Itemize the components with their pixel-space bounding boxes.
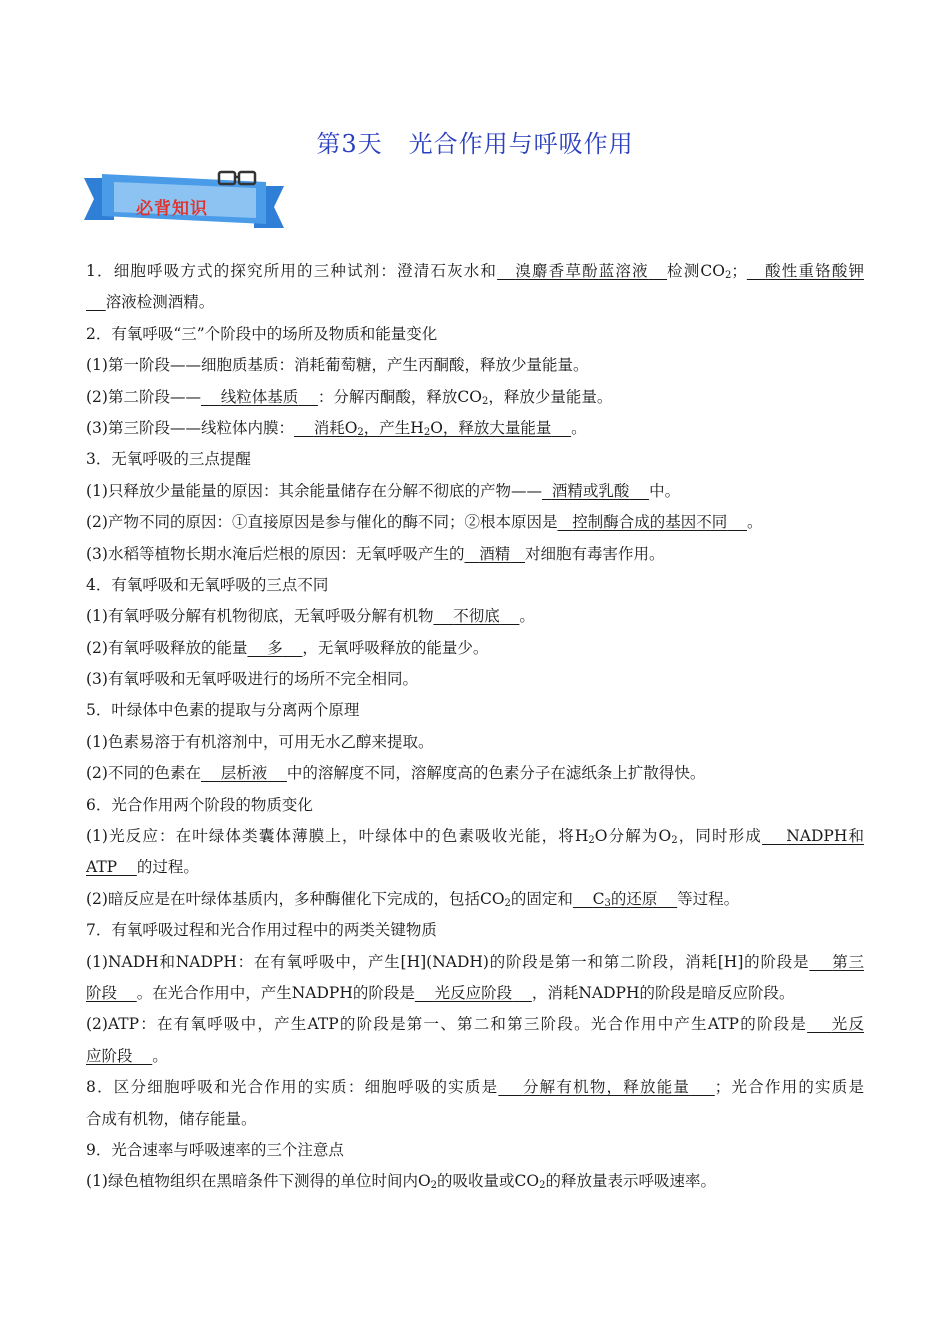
blank-answer: 层析液 xyxy=(220,764,268,783)
blank-answer xyxy=(86,293,106,311)
item-3-2: (2)产物不同的原因：①直接原因是参与催化的酶不同；②根本原因是 控制酶合成的基因不同 。 xyxy=(86,513,763,532)
section-banner xyxy=(84,168,284,230)
item-4-heading: 4．有氧呼吸和无氧呼吸的三点不同 xyxy=(86,575,329,594)
item-5-1: (1)色素易溶于有机溶剂中，可用无水乙醇来提取。 xyxy=(86,732,434,751)
blank-answer: 多 xyxy=(267,638,283,657)
page-title xyxy=(0,124,950,159)
item-2-2: (2)第二阶段—— 线粒体基质 ：分解丙酮酸，释放$CO_2$，释放少量能量。 xyxy=(86,387,613,407)
item-7-2-line-2: 应阶段 。 xyxy=(86,1046,168,1065)
item-4-1: (1)有氧呼吸分解有机物彻底，无氧呼吸分解有机物 不彻底 。 xyxy=(86,607,535,626)
item-5-heading: 5．叶绿体中色素的提取与分离两个原理 xyxy=(86,701,360,720)
blank-answer: 控制酶合成的基因不同 xyxy=(572,513,728,532)
item-8-line-1: 8．区分细胞呼吸和光合作用的实质：细胞呼吸的实质是 分解有机物，释放能量 ；光合作用的实质是 xyxy=(86,1078,864,1097)
item-3-3: (3)水稻等植物长期水淹后烂根的原因：无氧呼吸产生的 酒精 对细胞有毒害作用。 xyxy=(86,544,665,563)
item-1-line-1: 1．细胞呼吸方式的探究所用的三种试剂：澄清石灰水和 溴麝香草酚蓝溶液 检测$CO_2$； 酸性重铬酸钾 xyxy=(86,262,864,281)
item-6-heading: 6．光合作用两个阶段的物质变化 xyxy=(86,795,313,814)
item-5-2: (2)不同的色素在 层析液 中的溶解度不同，溶解度高的色素分子在滤纸条上扩散得快。 xyxy=(86,764,706,783)
item-2-1: (1)第一阶段——细胞质基质：消耗葡萄糖，产生丙酮酸，释放少量能量。 xyxy=(86,356,589,375)
item-7-heading: 7．有氧呼吸过程和光合作用过程中的两类关键物质 xyxy=(86,921,437,940)
item-8-line-2: 合成有机物，储存能量。 xyxy=(86,1109,257,1128)
item-2-3: (3)第三阶段——线粒体内膜： 消耗$O_2$，产生$H_2O$，释放大量能量 。 xyxy=(86,418,587,438)
blank-answer: 酒精或乳酸 xyxy=(551,481,630,500)
blank-answer: 第三 xyxy=(832,952,864,971)
blank-answer: 应阶段 xyxy=(86,1046,133,1065)
banner-label: 必背知识 xyxy=(136,199,208,219)
item-7-1-line-1: (1)NADH和NADPH：在有氧呼吸中，产生[H](NADH)的阶段是第一和第二阶段，消耗[H]的阶段是 第三 xyxy=(86,952,864,971)
blank-answer: 分解有机物，释放能量 xyxy=(522,1078,691,1097)
item-7-2-line-1: (2)ATP：在有氧呼吸中，产生ATP的阶段是第一、第二和第三阶段。光合作用中产生ATP的阶段是 光反 xyxy=(86,1015,864,1034)
blank-answer: 溴麝香草酚蓝溶液 xyxy=(515,262,649,280)
blank-answer: $C_3$的还原 xyxy=(592,889,658,909)
item-4-2: (2)有氧呼吸释放的能量 多 ，无氧呼吸释放的能量少。 xyxy=(86,638,489,657)
blank-answer: 线粒体基质 xyxy=(220,387,299,406)
item-6-1-line-2: ATP 的过程。 xyxy=(86,858,199,877)
blank-answer: ATP xyxy=(86,858,118,877)
item-6-1-line-1: (1)光反应：在叶绿体类囊体薄膜上，叶绿体中的色素吸收光能，将$H_2O$分解为$O_2$，同时形成 NADPH和 xyxy=(86,827,864,847)
knowledge-list xyxy=(86,256,864,1198)
item-2-heading: 2．有氧呼吸“三”个阶段中的场所及物质和能量变化 xyxy=(86,324,438,343)
item-4-3: (3)有氧呼吸和无氧呼吸进行的场所不完全相同。 xyxy=(86,670,418,689)
item-3-heading: 3．无氧呼吸的三点提醒 xyxy=(86,450,251,469)
blank-answer: 光反应阶段 xyxy=(434,983,513,1002)
item-6-2: (2)暗反应是在叶绿体基质内，多种酶催化下完成的，包括$CO_2$的固定和 $C_3$的还原 等过程。 xyxy=(86,889,740,909)
blank-answer: 阶段 xyxy=(86,983,118,1002)
blank-answer: 消耗$O_2$，产生$H_2O$，释放大量能量 xyxy=(313,418,552,438)
blank-answer: 光反 xyxy=(831,1015,864,1034)
blank-answer: 酒精 xyxy=(479,544,511,563)
item-1-line-2: 溶液检测酒精。 xyxy=(86,287,864,318)
blank-answer: NADPH和 xyxy=(786,827,864,846)
title-day: 第3天 xyxy=(316,130,383,158)
item-9-1: (1)绿色植物组织在黑暗条件下测得的单位时间内$O_2$的吸收量或$CO_2$的释放量表示呼吸速率。 xyxy=(86,1172,717,1192)
title-topic: 光合作用与呼吸作用 xyxy=(408,130,634,158)
blank-answer: 酸性重铬酸钾 xyxy=(765,262,864,280)
blank-answer: 不彻底 xyxy=(453,607,500,626)
item-7-1-line-2: 阶段 。在光合作用中，产生NADPH的阶段是 光反应阶段 ，消耗NADPH的阶段是暗反应阶段。 xyxy=(86,983,795,1002)
item-3-1: (1)只释放少量能量的原因：其余能量储存在分解不彻底的产物—— 酒精或乳酸 中。 xyxy=(86,481,681,500)
item-9-heading: 9．光合速率与呼吸速率的三个注意点 xyxy=(86,1140,344,1159)
